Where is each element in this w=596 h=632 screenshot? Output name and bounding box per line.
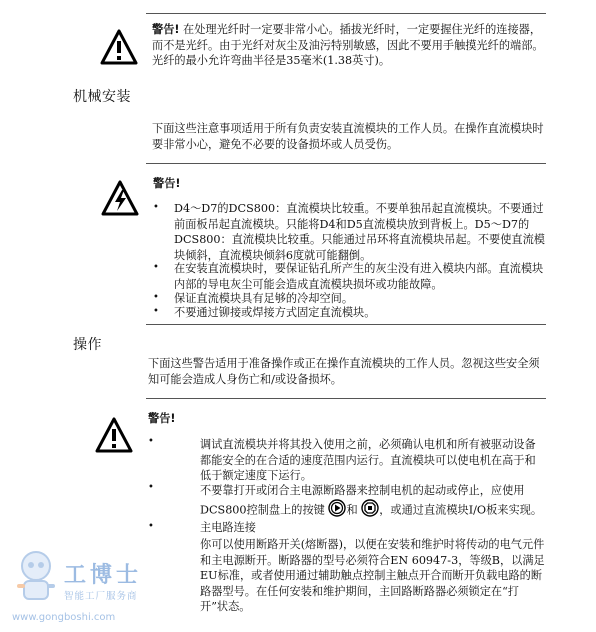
robot-mascot-icon <box>12 548 64 610</box>
watermark <box>12 548 212 628</box>
operation-bullet-3-text: 你可以使用断路开关(熔断器)，以便在安装和维护时将传动的电气元件和主电源断开。断路器的型号必须符合EN 60947-3，等级B，以满足EU标准，或者使用通过辅助触点控制主触点开合而断开负载电路的断路器型号。在任何安装和维护期间，主回路断路器必须锁定在“打开”状态。 <box>200 538 545 614</box>
bullet-marker: • <box>153 306 159 317</box>
watermark-subtitle: 智能工厂服务商 <box>64 591 138 602</box>
operation-bullet-2-part-a: 不要靠打开或闭合主电源断路器来控制电机的起动或停止，应使用DCS800控制盘上的按键 <box>200 484 525 516</box>
warning1-label: 警告! <box>152 23 180 36</box>
operation-rule <box>146 398 546 399</box>
section-title-mechanical: 机械安装 <box>73 89 131 105</box>
electric-warning-icon <box>101 180 139 216</box>
operation-bullet-2 <box>200 483 546 521</box>
stop-button-icon <box>361 499 379 522</box>
mechanical-rule <box>146 163 546 164</box>
watermark-brand: 工博士 <box>64 563 143 588</box>
mechanical-bottom-rule <box>146 324 546 325</box>
bullet-marker: • <box>153 262 159 273</box>
operation-bullet-2-part-b: ，或通过直流模块I/O板来实现。 <box>379 502 543 516</box>
start-button-icon <box>328 499 346 522</box>
mechanical-bullet-2: 在安装直流模块时，要保证钻孔所产生的灰尘没有进入模块内部。直流模块内部的导电灰尘可能会造成直流模块损坏或功能故障。 <box>174 262 544 291</box>
operation-intro: 下面这些警告适用于准备操作或正在操作直流模块的工作人员。忽视这些安全须知可能会造成人身伤亡和/或设备损坏。 <box>148 357 540 386</box>
warning-triangle-icon <box>100 29 138 65</box>
bullet-marker: • <box>148 436 154 447</box>
bullet-marker: • <box>148 521 154 532</box>
mechanical-bullet-3: 保证直流模块具有足够的冷却空间。 <box>174 292 354 305</box>
warning1-text <box>152 22 548 69</box>
mechanical-bullet-4: 不要通过铆接或焊接方式固定直流模块。 <box>174 306 376 319</box>
operation-bullet-1: 调试直流模块并将其投入使用之前，必须确认电机和所有被驱动设备都能安全的在合适的速度范围内运行。直流模块可以使电机在高于和低于额定速度下运行。 <box>200 438 536 483</box>
mechanical-intro: 下面这些注意事项适用于所有负责安装直流模块的工作人员。在操作直流模块时要非常小心，避免不必要的设备损坏或人员受伤。 <box>152 122 544 151</box>
mechanical-bullet-1: D4～D7的DCS800：直流模块比较重。不要单独吊起直流模块。不要通过前面板吊起直流模块。只能将D4和D5直流模块放到背板上。D5～D7的DCS800：直流模块比较重。只能通过吊环将直流模块吊起。不要使直流模块倾斜，直流模块倾斜6度就可能翻倒。 <box>174 202 545 262</box>
top-rule <box>146 13 546 14</box>
operation-bullet-3-title: 主电路连接 <box>200 521 256 534</box>
watermark-url: www.gongboshi.com <box>12 612 116 623</box>
warning-triangle-icon <box>95 417 133 453</box>
operation-warning-label: 警告! <box>148 412 176 425</box>
warning1-body: 在处理光纤时一定要非常小心。插拔光纤时，一定要握住光纤的连接器，而不是光纤。由于光纤对灰尘及油污特别敏感，因此不要用手触摸光纤的端部。光纤的最小允许弯曲半径是35毫米(1.38英寸)。 <box>152 23 544 68</box>
mechanical-warning-label: 警告! <box>153 177 181 190</box>
bullet-marker: • <box>153 202 159 213</box>
section-title-operation: 操作 <box>73 337 102 353</box>
bullet-marker: • <box>153 292 159 303</box>
bullet-marker: • <box>148 482 154 493</box>
operation-bullet-2-and: 和 <box>346 502 358 516</box>
